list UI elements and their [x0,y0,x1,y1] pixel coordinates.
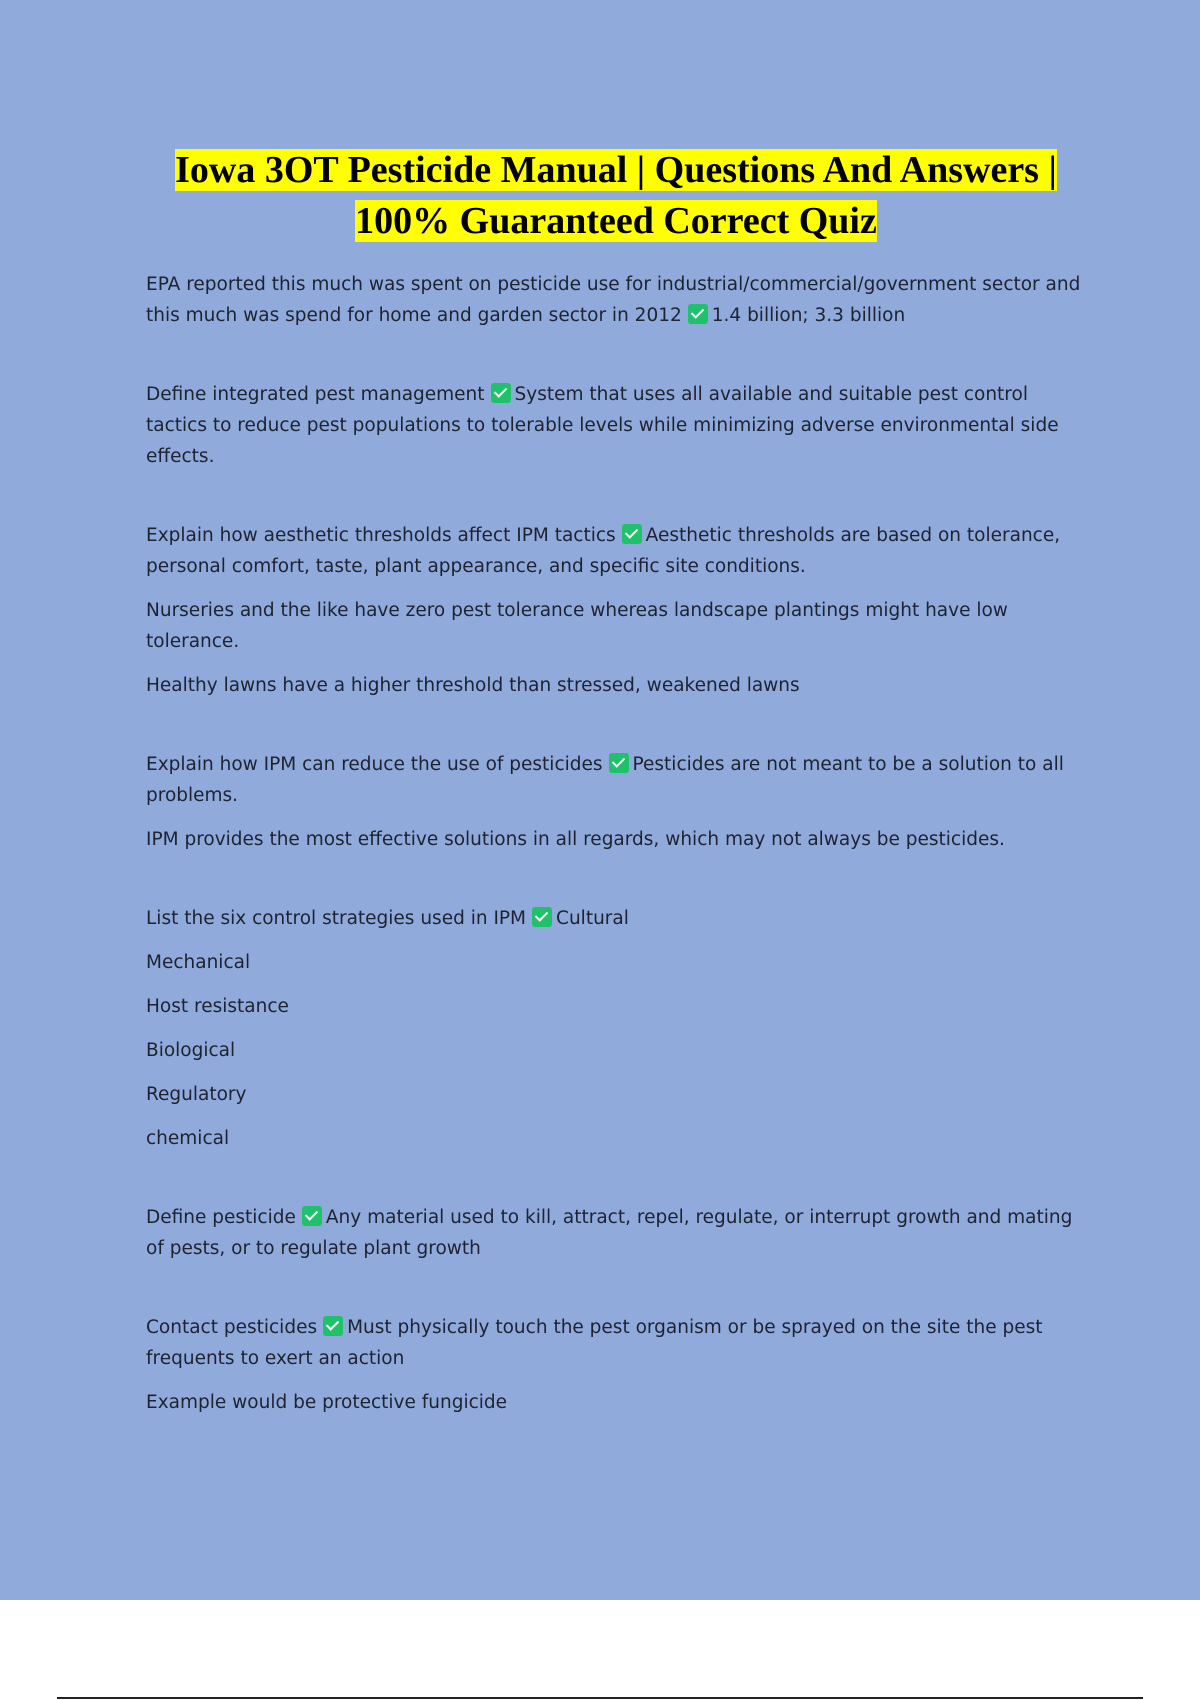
qa-question-answer [146,1202,1086,1264]
qa-item [146,1202,1086,1264]
check-mark-icon [688,304,708,324]
check-mark-icon [302,1206,322,1226]
list-entry: Mechanical [146,952,251,973]
list-entry: Biological [146,1040,236,1061]
qa-question-answer [146,520,1086,582]
document-title [146,145,1086,247]
answer-continuation: Example would be protective fungicide [146,1392,508,1413]
title-line-2: 100% Guaranteed Correct Quiz [355,200,877,242]
answer-continuation: Healthy lawns have a higher threshold than stressed, weakened lawns [146,675,800,696]
qa-item [146,269,1086,331]
answer-continuation: Nurseries and the like have zero pest tolerance whereas landscape plantings might have low tolerance. [146,600,1008,652]
question-text: Contact pesticides [146,1317,318,1338]
check-mark-icon [609,753,629,773]
answer-text: System that uses all available and suitable pest control tactics to reduce pest populations to tolerable levels while minimizing adverse environmental side effects. [146,384,1059,467]
question-text: EPA reported this much was spent on pesticide use for industrial/commercial/government sector and this much was spend for home and garden sector in 2012 [146,274,1081,326]
qa-item [146,749,1086,855]
qa-question-answer [146,269,1086,331]
qa-list [146,269,1086,1418]
list-entry: Host resistance [146,996,289,1017]
question-text: Define integrated pest management [146,384,485,405]
qa-question-answer [146,379,1086,472]
answer-text: Must physically touch the pest organism or be sprayed on the site the pest frequents to exert an action [146,1317,1043,1369]
list-entry: Regulatory [146,1084,247,1105]
answer-text: Any material used to kill, attract, repel, regulate, or interrupt growth and mating of pests, or to regulate plant growth [146,1207,1073,1259]
check-mark-icon [323,1316,343,1336]
answer-text: Aesthetic thresholds are based on tolerance, personal comfort, taste, plant appearance, and specific site conditions. [146,525,1061,577]
question-text: Define pesticide [146,1207,296,1228]
qa-question-answer [146,749,1086,811]
title-line-1: Iowa 3OT Pesticide Manual | Questions And Answers | [175,149,1057,191]
footer-divider [57,1697,1143,1699]
qa-item [146,520,1086,701]
answer-text: Cultural [556,908,629,929]
qa-item [146,379,1086,472]
qa-question-answer [146,1312,1086,1374]
question-text: Explain how IPM can reduce the use of pesticides [146,754,603,775]
qa-item [146,1312,1086,1418]
question-text: Explain how aesthetic thresholds affect IPM tactics [146,525,616,546]
qa-question-answer [146,903,1086,934]
check-mark-icon [622,524,642,544]
answer-text: 1.4 billion; 3.3 billion [711,305,906,326]
question-text: List the six control strategies used in IPM [146,908,527,929]
check-mark-icon [532,907,552,927]
qa-item [146,903,1086,1154]
answer-text: Pesticides are not meant to be a solution to all problems. [146,754,1064,806]
document-content [146,145,1086,1431]
answer-continuation: IPM provides the most effective solutions in all regards, which may not always be pesticides. [146,829,1005,850]
check-mark-icon [491,383,511,403]
list-entry: chemical [146,1128,230,1149]
